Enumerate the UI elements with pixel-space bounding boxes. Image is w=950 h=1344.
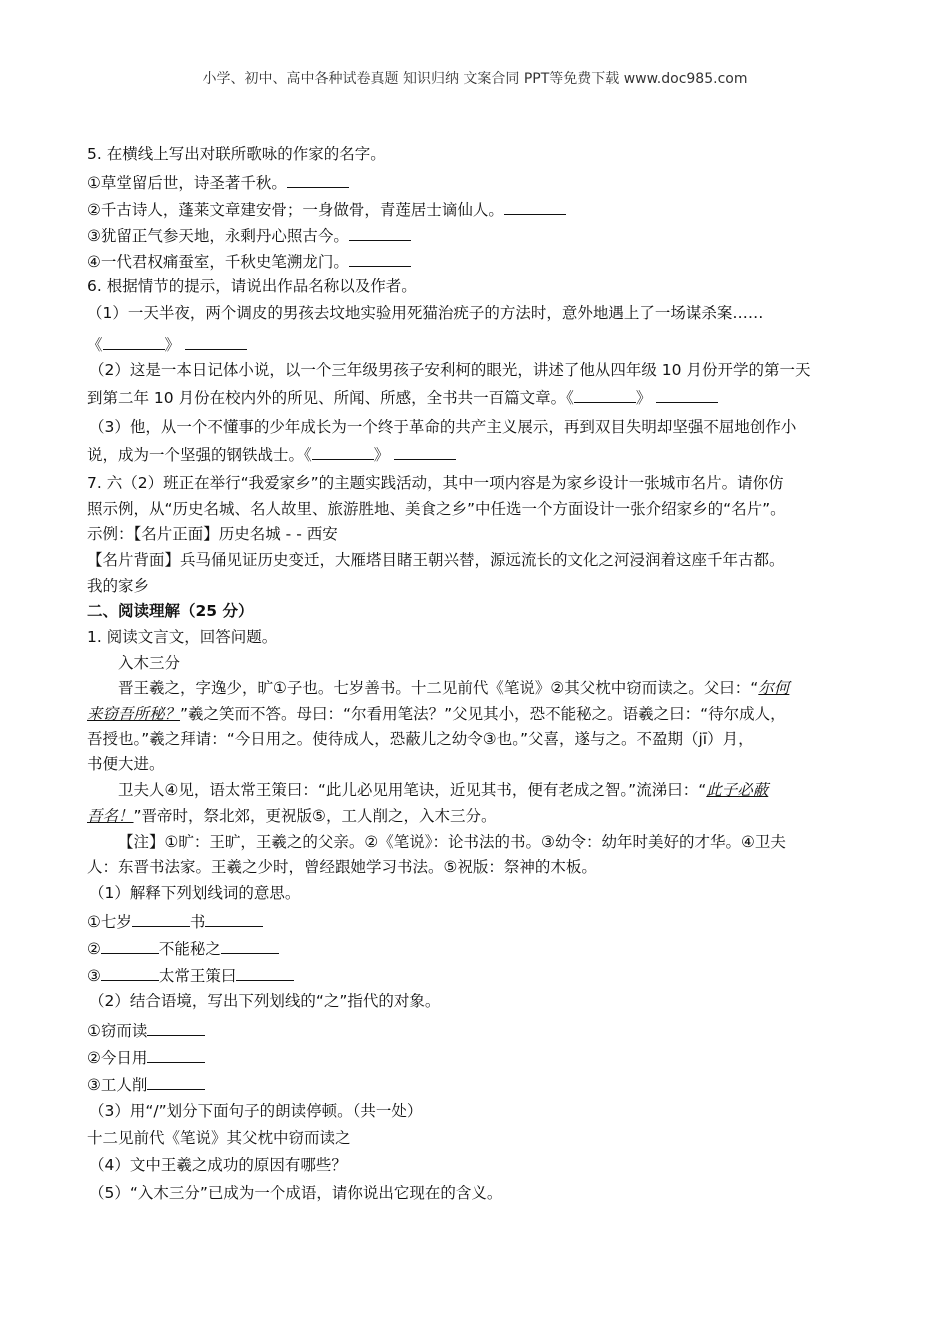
passage-para1-line4: 书便大进。 xyxy=(87,755,165,773)
q6-part1: （1）一天半夜，两个调皮的男孩去坟地实验用死猫治疣子的方法时，意外地遇上了一场谋杀案…… xyxy=(87,304,764,322)
author-blank[interactable] xyxy=(656,389,718,403)
passage-para2-line1: 卫夫人④见，语太常王策曰：“此儿必见用笔诀，近见其书，便有老成之智。”流涕曰：“此子必蔽 xyxy=(118,781,769,799)
sub3-title: （3）用“/”划分下面句子的朗读停顿。（共一处） xyxy=(89,1102,423,1120)
sub4-question: （4）文中王羲之成功的原因有哪些？ xyxy=(89,1156,347,1174)
sub1-item-2: ② 不能秘之 xyxy=(87,940,279,958)
author-blank[interactable] xyxy=(185,336,247,350)
q6-part1-answer: 《 》 xyxy=(87,336,247,354)
q7-my-hometown: 我的家乡 xyxy=(87,577,150,595)
answer-blank[interactable] xyxy=(236,967,294,981)
answer-blank[interactable] xyxy=(147,1022,205,1036)
author-blank[interactable] xyxy=(394,446,456,460)
q7-example: 示例：【名片正面】历史名城 - - 西安 xyxy=(87,525,338,543)
s2-q1-title: 1. 阅读文言文，回答问题。 xyxy=(87,628,278,646)
sub3-sentence: 十二见前代《笔说》其父枕中窃而读之 xyxy=(87,1129,351,1147)
q7-line2: 照示例，从“历史名城、名人故里、旅游胜地、美食之乡”中任选一个方面设计一张介绍家乡的“名片”。 xyxy=(87,500,786,518)
answer-blank[interactable] xyxy=(287,174,349,188)
sub2-item-3: ③工人削 xyxy=(87,1076,205,1094)
passage-para2-line2: 吾名！”晋帝时，祭北郊，更祝版⑤，工人削之，入木三分。 xyxy=(87,807,497,825)
title-blank[interactable] xyxy=(574,389,636,403)
sub1-title: （1）解释下列划线词的意思。 xyxy=(89,884,301,902)
passage-note-line2: 人：东晋书法家。王羲之少时，曾经跟她学习书法。⑤祝版：祭神的木板。 xyxy=(87,858,597,876)
passage-para1-line2: 来窃吾所秘？”羲之笑而不答。母曰：“尔看用笔法？”父见其小，恐不能秘之。语羲之曰：“待尔成人， xyxy=(87,705,786,723)
sub1-item-3: ③ 太常王策曰 xyxy=(87,967,294,985)
sub5-question: （5）“入木三分”已成为一个成语，请你说出它现在的含义。 xyxy=(89,1184,503,1202)
sub2-item-2: ②今日用 xyxy=(87,1049,205,1067)
q6-title: 6. 根据情节的提示，请说出作品名称以及作者。 xyxy=(87,277,417,295)
answer-blank[interactable] xyxy=(147,1076,205,1090)
q6-part3-line1: （3）他，从一个不懂事的少年成长为一个终于革命的共产主义展示，再到双目失明却坚强不屈地创作小 xyxy=(89,418,797,436)
title-blank[interactable] xyxy=(312,446,374,460)
answer-blank[interactable] xyxy=(147,1049,205,1063)
q6-part3-line2: 说，成为一个坚强的钢铁战士。《 》 xyxy=(87,446,456,464)
answer-blank[interactable] xyxy=(101,967,159,981)
q6-part2-line2: 到第二年 10 月份在校内外的所见、所闻、所感，全书共一百篇文章。《 》 xyxy=(87,389,718,407)
sub1-item-1: ①七岁 书 xyxy=(87,913,263,931)
passage-para1-line3: 吾授也。”羲之拜请：“今日用之。使待成人，恐蔽儿之幼令③也。”父喜，遂与之。不盈期（jī）月， xyxy=(87,730,754,748)
sub2-title: （2）结合语境，写出下列划线的“之”指代的对象。 xyxy=(89,992,441,1010)
answer-blank[interactable] xyxy=(221,940,279,954)
answer-blank[interactable] xyxy=(205,913,263,927)
sub2-item-1: ①窃而读 xyxy=(87,1022,205,1040)
page-header: 小学、初中、高中各种试卷真题 知识归纳 文案合同 PPT等免费下载 www.doc985.com xyxy=(202,71,748,87)
passage-note-line1: 【注】①旷：王旷，王羲之的父亲。②《笔说》：论书法的书。③幼令：幼年时美好的才华。④卫夫 xyxy=(118,833,786,851)
answer-blank[interactable] xyxy=(504,201,566,215)
answer-blank[interactable] xyxy=(349,227,411,241)
passage-para1-line1: 晋王羲之，字逸少，旷①子也。七岁善书。十二见前代《笔说》②其父枕中窃而读之。父曰：“尔何 xyxy=(118,679,790,697)
q5-item-4: ④一代君权痛蚕室，千秋史笔溯龙门。 xyxy=(87,253,411,271)
q5-title: 5. 在横线上写出对联所歌咏的作家的名字。 xyxy=(87,145,386,163)
q7-card-back: 【名片背面】兵马俑见证历史变迁，大雁塔目睹王朝兴替，源远流长的文化之河浸润着这座千年古都。 xyxy=(87,551,785,569)
q6-part2-line1: （2）这是一本日记体小说，以一个三年级男孩子安利柯的眼光，讲述了他从四年级 10 月份开学的第一天 xyxy=(89,361,811,379)
q5-item-3: ③犹留正气参天地，永剩丹心照古今。 xyxy=(87,227,411,245)
passage-title: 入木三分 xyxy=(118,654,181,672)
q5-item-1: ①草堂留后世，诗圣著千秋。 xyxy=(87,174,349,192)
answer-blank[interactable] xyxy=(101,940,159,954)
section2-title: 二、阅读理解（25 分） xyxy=(87,602,254,620)
answer-blank[interactable] xyxy=(132,913,190,927)
answer-blank[interactable] xyxy=(349,253,411,267)
q5-item-2: ②千古诗人，蓬莱文章建安骨；一身做骨，青莲居士谪仙人。 xyxy=(87,201,566,219)
title-blank[interactable] xyxy=(103,336,165,350)
q7-line1: 7. 六（2）班正在举行“我爱家乡”的主题实践活动，其中一项内容是为家乡设计一张城市名片。请你仿 xyxy=(87,474,784,492)
